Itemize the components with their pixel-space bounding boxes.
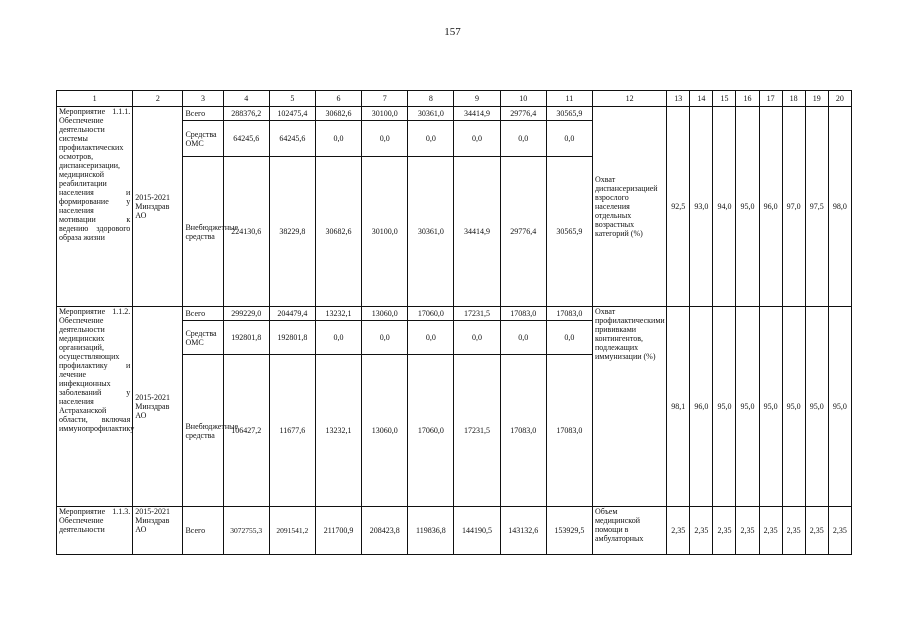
header-cell: 10	[500, 91, 546, 107]
value-cell: 29776,4	[500, 107, 546, 121]
value-cell: 29776,4	[500, 157, 546, 307]
target-cell: 92,5	[667, 107, 690, 307]
value-cell: 0,0	[315, 321, 361, 355]
header-cell: 4	[223, 91, 269, 107]
target-cell: 95,0	[736, 107, 759, 307]
header-cell: 8	[408, 91, 454, 107]
value-cell: 299229,0	[223, 307, 269, 321]
value-cell: 106427,2	[223, 355, 269, 507]
header-cell: 14	[690, 91, 713, 107]
value-cell: 30361,0	[408, 107, 454, 121]
table-row	[57, 107, 852, 121]
header-cell: 11	[546, 91, 592, 107]
target-cell: 2,35	[805, 507, 828, 555]
value-cell: 13232,1	[315, 355, 361, 507]
funding-source: Всего	[183, 107, 223, 121]
target-cell: 2,35	[690, 507, 713, 555]
header-cell: 3	[183, 91, 223, 107]
target-cell: 97,5	[805, 107, 828, 307]
target-cell: 96,0	[759, 107, 782, 307]
target-cell: 95,0	[782, 307, 805, 507]
header-cell: 7	[362, 91, 408, 107]
measure-period-executor: 2015-2021 Минздрав АО	[133, 507, 183, 555]
value-cell: 17083,0	[546, 307, 592, 321]
value-cell: 211700,9	[315, 507, 361, 555]
header-cell: 9	[454, 91, 500, 107]
value-cell: 64245,6	[269, 121, 315, 157]
value-cell: 153929,5	[546, 507, 592, 555]
value-cell: 30565,9	[546, 157, 592, 307]
value-cell: 0,0	[454, 321, 500, 355]
target-cell: 2,35	[782, 507, 805, 555]
value-cell: 0,0	[546, 321, 592, 355]
value-cell: 0,0	[546, 121, 592, 157]
indicator-text: Объем медицинской помощи в амбулаторных	[592, 507, 666, 555]
value-cell: 17060,0	[408, 307, 454, 321]
target-cell: 98,0	[828, 107, 851, 307]
value-cell: 17231,5	[454, 307, 500, 321]
measure-title: Мероприятие 1.1.1. Обеспечение деятельности системы профилактических осмотров, диспансеризации, медицинской реабилитации населения и формирование у населения мотивации к ведению здорового образа жизни	[57, 107, 133, 307]
value-cell: 11677,6	[269, 355, 315, 507]
header-row	[57, 91, 852, 107]
page-number: 157	[444, 26, 461, 38]
header-cell: 15	[713, 91, 736, 107]
value-cell: 38229,8	[269, 157, 315, 307]
funding-source: Средства ОМС	[183, 121, 223, 157]
value-cell: 30682,6	[315, 157, 361, 307]
header-cell: 2	[133, 91, 183, 107]
header-cell: 16	[736, 91, 759, 107]
target-cell: 94,0	[713, 107, 736, 307]
target-cell: 2,35	[667, 507, 690, 555]
funding-source: Внебюджетные средства	[183, 157, 223, 307]
value-cell: 0,0	[362, 121, 408, 157]
header-cell: 1	[57, 91, 133, 107]
header-cell: 5	[269, 91, 315, 107]
target-cell: 2,35	[736, 507, 759, 555]
program-table-wrap	[56, 90, 852, 555]
value-cell: 192801,8	[269, 321, 315, 355]
measure-period-executor: 2015-2021 Минздрав АО	[133, 107, 183, 307]
header-cell: 17	[759, 91, 782, 107]
value-cell: 30682,6	[315, 107, 361, 121]
value-cell: 208423,8	[362, 507, 408, 555]
value-cell: 17231,5	[454, 355, 500, 507]
value-cell: 0,0	[408, 121, 454, 157]
measure-title: Мероприятие 1.1.3. Обеспечение деятельности	[57, 507, 133, 555]
header-cell: 19	[805, 91, 828, 107]
value-cell: 192801,8	[223, 321, 269, 355]
funding-source: Всего	[183, 307, 223, 321]
target-cell: 97,0	[782, 107, 805, 307]
value-cell: 0,0	[408, 321, 454, 355]
target-cell: 95,0	[736, 307, 759, 507]
value-cell: 30565,9	[546, 107, 592, 121]
value-cell: 13060,0	[362, 307, 408, 321]
value-cell: 224130,6	[223, 157, 269, 307]
value-cell: 17083,0	[546, 355, 592, 507]
value-cell: 143132,6	[500, 507, 546, 555]
funding-source: Всего	[183, 507, 223, 555]
indicator-text: Охват профилактическими прививками контингентов, подлежащих иммунизации (%)	[592, 307, 666, 507]
value-cell: 0,0	[500, 321, 546, 355]
value-cell: 0,0	[500, 121, 546, 157]
header-cell: 6	[315, 91, 361, 107]
value-cell: 0,0	[362, 321, 408, 355]
value-cell: 17083,0	[500, 355, 546, 507]
value-cell: 2091541,2	[269, 507, 315, 555]
value-cell: 288376,2	[223, 107, 269, 121]
value-cell: 0,0	[454, 121, 500, 157]
table-row	[57, 507, 852, 555]
value-cell: 204479,4	[269, 307, 315, 321]
value-cell: 144190,5	[454, 507, 500, 555]
target-cell: 95,0	[713, 307, 736, 507]
target-cell: 2,35	[759, 507, 782, 555]
target-cell: 95,0	[805, 307, 828, 507]
indicator-text: Охват диспансеризацией взрослого населения отдельных возрастных категорий (%)	[592, 107, 666, 307]
value-cell: 30100,0	[362, 157, 408, 307]
value-cell: 17060,0	[408, 355, 454, 507]
header-cell: 20	[828, 91, 851, 107]
header-cell: 18	[782, 91, 805, 107]
value-cell: 0,0	[315, 121, 361, 157]
target-cell: 2,35	[828, 507, 851, 555]
funding-source: Внебюджетные средства	[183, 355, 223, 507]
value-cell: 119836,8	[408, 507, 454, 555]
value-cell: 34414,9	[454, 157, 500, 307]
value-cell: 30100,0	[362, 107, 408, 121]
target-cell: 2,35	[713, 507, 736, 555]
value-cell: 3072755,3	[223, 507, 269, 555]
target-cell: 96,0	[690, 307, 713, 507]
funding-source: Средства ОМС	[183, 321, 223, 355]
measure-period-executor: 2015-2021 Минздрав АО	[133, 307, 183, 507]
target-cell: 95,0	[759, 307, 782, 507]
value-cell: 13060,0	[362, 355, 408, 507]
value-cell: 30361,0	[408, 157, 454, 307]
header-cell: 13	[667, 91, 690, 107]
value-cell: 64245,6	[223, 121, 269, 157]
measure-title: Мероприятие 1.1.2. Обеспечение деятельности медицинских организаций, осуществляющих профилактику и лечение инфекционных заболеваний у населения Астраханской области, включая иммунопрофилактику	[57, 307, 133, 507]
table-row	[57, 307, 852, 321]
value-cell: 102475,4	[269, 107, 315, 121]
target-cell: 98,1	[667, 307, 690, 507]
program-table	[56, 90, 852, 555]
target-cell: 93,0	[690, 107, 713, 307]
header-cell: 12	[592, 91, 666, 107]
value-cell: 17083,0	[500, 307, 546, 321]
target-cell: 95,0	[828, 307, 851, 507]
value-cell: 34414,9	[454, 107, 500, 121]
value-cell: 13232,1	[315, 307, 361, 321]
